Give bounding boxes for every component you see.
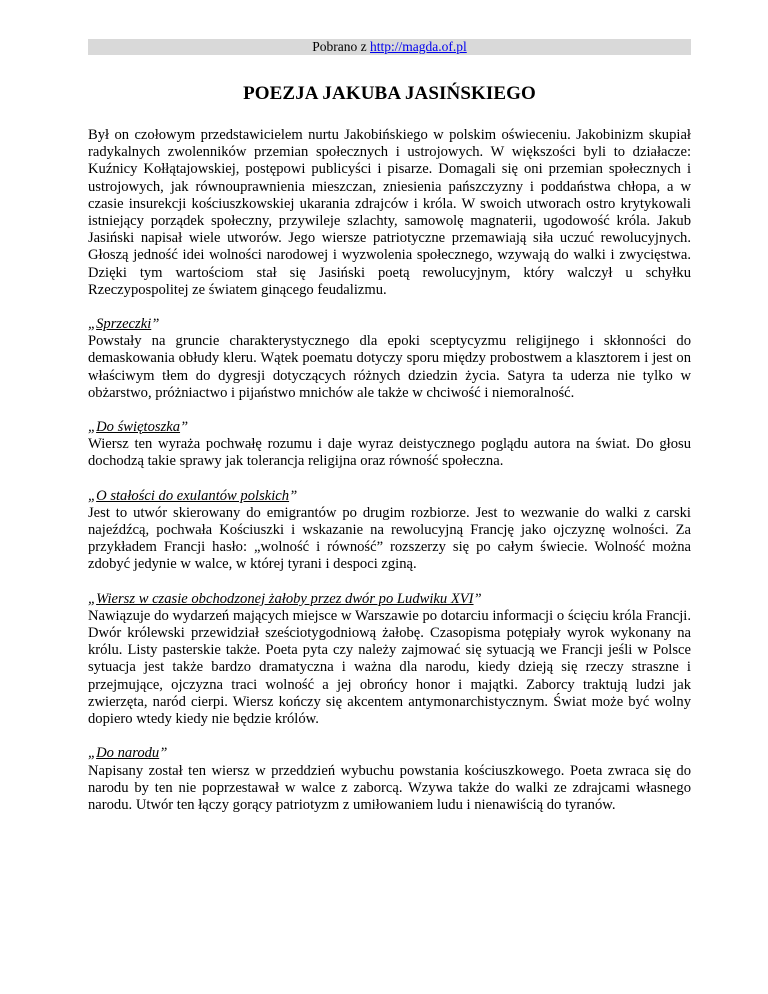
section-title-text: Do narodu bbox=[96, 745, 160, 762]
section-title bbox=[88, 591, 691, 608]
close-quote: ” bbox=[180, 419, 189, 436]
section-do-swietoszka bbox=[88, 419, 691, 471]
section-sprzeczki bbox=[88, 316, 691, 402]
close-quote: ” bbox=[289, 487, 298, 504]
section-title bbox=[88, 488, 691, 505]
close-quote: ” bbox=[473, 590, 482, 607]
source-link[interactable]: http://magda.of.pl bbox=[370, 39, 467, 54]
section-title bbox=[88, 745, 691, 762]
section-body: Jest to utwór skierowany do emigrantów po drugim rozbiorze. Jest to wezwanie do walki z carski najeźdźcą, pochwała Kościuszki i wskazanie na rewolucyjną Francję jako ojczyznę wolności. Za przykładem Francji hasło: „wolność i równość” rozszerzy się po całym świecie. Wolność można zdobyć jedynie w walce, w której tyrani i despoci zginą. bbox=[88, 504, 691, 573]
open-quote: „ bbox=[88, 419, 97, 436]
source-prefix: Pobrano z bbox=[312, 39, 370, 54]
section-wiersz-zaloba bbox=[88, 591, 691, 729]
section-title bbox=[88, 316, 691, 333]
open-quote: „ bbox=[88, 487, 97, 504]
page-title: POEZJA JAKUBA JASIŃSKIEGO bbox=[243, 83, 536, 104]
close-quote: ” bbox=[159, 745, 168, 762]
document-content bbox=[88, 127, 691, 831]
section-title-text: Sprzeczki bbox=[96, 316, 152, 333]
section-body: Powstały na gruncie charakterystycznego dla epoki sceptycyzmu religijnego i skłonności do demaskowania obłudy kleru. Wątek poematu dotyczy sporu między probostwem a klasztorem i jest on właściwym tłem do dygresji dotyczących różnych dziedzin życia. Satyra ta uderza nie tylko w obżarstwo, próżniactwo i pijaństwo mnichów ale także w chciwość i niemoralność. bbox=[88, 333, 691, 401]
section-body: Napisany został ten wiersz w przeddzień wybuchu powstania kościuszkowego. Poeta zwraca się do narodu by ten nie poprzestawał w walce z zaborcą. Wzywa także do walki ze zdrajcami własnego narodu. Utwór ten łączy gorący patriotyzm z umiłowaniem ludu i nienawiścią do tyranów. bbox=[88, 762, 691, 813]
open-quote: „ bbox=[88, 316, 97, 333]
open-quote: „ bbox=[88, 745, 97, 762]
section-title-text: O stałości do exulantów polskich bbox=[96, 487, 290, 504]
section-o-stalosci bbox=[88, 488, 691, 574]
section-title-text: Wiersz w czasie obchodzonej żałoby przez dwór po Ludwiku XVI bbox=[96, 590, 474, 607]
section-title-text: Do świętoszka bbox=[96, 419, 181, 436]
close-quote: ” bbox=[151, 316, 160, 333]
section-title bbox=[88, 419, 691, 436]
open-quote: „ bbox=[88, 590, 97, 607]
section-do-narodu bbox=[88, 745, 691, 814]
intro-paragraph: Był on czołowym przedstawicielem nurtu Jakobińskiego w polskim oświeceniu. Jakobinizm skupiał radykalnych zwolenników przemian społecznych i ustrojowych. W większości byli to działacze: Kuźnicy Kołłątajowskiej, postępowi publicyści i pisarze. Domagali się oni przemian społecznych i ustrojowych, jak równouprawnienia mieszczan, zniesienia pańszczyzny i poddaństwa chłopa, a w czasie insurekcji kościuszkowskiej ukarania zdrajców i króla. W swoich utworach ostro krytykowali istniejący porządek społeczny, przywileje szlachty, samowolę magnaterii, ugodowość króla. Jakub Jasiński napisał wiele utworów. Jego wiersze patriotyczne przemawiają siła uczuć rewolucyjnych. Głoszą jedność idei wolności narodowej i wyzwolenia społecznego, wzywają do walki i zwycięstwa. Dzięki tym wartościom stał się Jasiński poetą rewolucyjnym, który walczył u schyłku Rzeczypospolitej ze światem ginącego feudalizmu. bbox=[88, 127, 691, 298]
source-header bbox=[88, 39, 691, 55]
section-body: Wiersz ten wyraża pochwałę rozumu i daje wyraz deistycznego poglądu autora na świat. Do głosu dochodzą takie sprawy jak tolerancja religijna oraz równość społeczna. bbox=[88, 436, 691, 470]
section-body: Nawiązuje do wydarzeń mających miejsce w Warszawie po dotarciu informacji o ścięciu króla Francji. Dwór królewski przewidział sześciotygodniową żałobę. Czasopisma potępiały wyrok wykonany na królu. Listy pasterskie także. Poeta pyta czy należy zajmować się sytuacją we Francji jeśli w Polsce sytuacja jest także bardzo dramatyczna i ważna dla narodu, kiedy dzieją się rzeczy straszne i przejmujące, ojczyzna traci wolność a jej obrońcy honor i majątki. Zaborcy traktują ludzi jak zwierzęta, naród cierpi. Wiersz kończy się akcentem antymonarchistycznym. Świat może być wolny dopiero wtedy kiedy nie będzie królów. bbox=[88, 607, 691, 728]
